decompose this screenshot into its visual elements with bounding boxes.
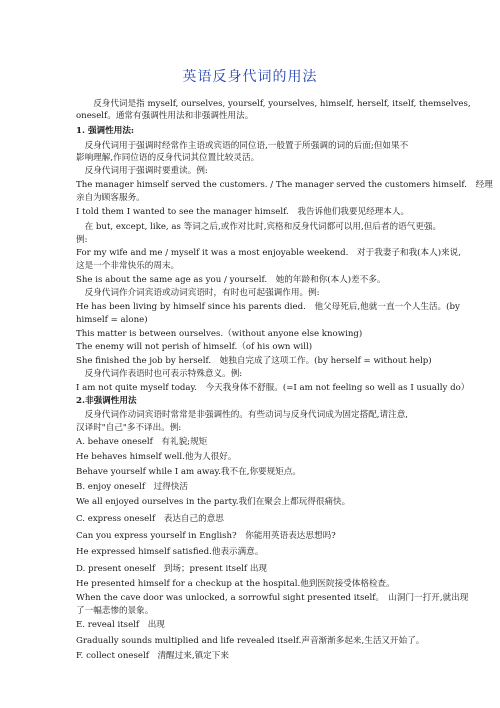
text-line: She is about the same age as you / yourself. 她的年龄和你(本人)差不多。 <box>76 275 386 285</box>
text-line: C. express oneself 表达自己的意思 <box>76 514 224 524</box>
text-line: himself = alone) <box>76 315 148 325</box>
text-line: When the cave door was unlocked, a sorrowful sight presented itself。 山洞门一打开,就出现 <box>76 593 469 603</box>
text-line: 在 but, except, like, as 等词之后,或作对比时,宾格和反身代词都可以用,但后者的语气更强。 <box>76 222 442 232</box>
text-line: 了一幅悲惨的景象。 <box>76 606 154 616</box>
text-line: B. enjoy oneself 过得快活 <box>76 482 189 492</box>
text-line: 汉译时"自己"多不译出。例: <box>76 423 182 433</box>
text-line: Gradually sounds multiplied and life revealed itself.声音渐渐多起来,生活又开始了。 <box>76 636 425 646</box>
text-line: I told them I wanted to see the manager himself. 我告诉他们我要见经理本人。 <box>76 207 410 217</box>
text-line: The manager himself served the customers. / The manager served the customers himself. 经理 <box>76 180 493 190</box>
text-line: He presented himself for a checkup at the hospital.他到医院接受体格检查。 <box>76 579 395 589</box>
text-line: This matter is between ourselves.（without anyone else knowing) <box>76 329 363 339</box>
text-line: E. reveal itself 出现 <box>76 620 165 630</box>
section-heading: 2.非强调性用法 <box>76 396 137 406</box>
text-line: For my wife and me / myself it was a most enjoyable weekend. 对于我妻子和我(本人)来说, <box>76 248 461 258</box>
text-line: He expressed himself satisfied.他表示满意。 <box>76 547 264 557</box>
text-line: Behave yourself while I am away.我不在,你要规矩点。 <box>76 467 302 477</box>
text-line: 反身代词用于强调时经常作主语或宾语的同位语,一般置于所强调的词的后面;但如果不 <box>76 141 409 151</box>
text-line: He has been living by himself since his parents died. 他父母死后,他就一直一个人生活。(by <box>76 302 460 312</box>
text-line: We all enjoyed ourselves in the party.我们在聚会上都玩得很痛快。 <box>76 497 351 507</box>
document-title: 英语反身代词的用法 <box>182 69 318 85</box>
text-line: F. collect oneself 清醒过来,镇定下来 <box>76 651 229 661</box>
text-line: D. present oneself 到场；present itself 出现 <box>76 564 268 574</box>
section-heading: 1. 强调性用法: <box>76 126 135 136</box>
text-line: 反身代词作表语时也可表示特殊意义。例: <box>76 369 243 379</box>
text-line: 反身代词用于强调时要重读。例: <box>76 166 208 176</box>
text-line: 反身代词是指 myself, ourselves, yourself, yourselves, himself, herself, itself, themselves, <box>76 99 471 109</box>
text-line: 亲自为顾客服务。 <box>76 193 145 203</box>
text-line: Can you express yourself in English? 你能用英语表达思想吗? <box>76 531 336 541</box>
text-line: 这是一个非常快乐的周末。 <box>76 261 180 271</box>
text-line: 例: <box>76 235 88 245</box>
text-line: I am not quite myself today. 今天我身体不舒服。(=I am not feeling so well as I usually do） <box>76 383 470 393</box>
text-line: He behaves himself well.他为人很好。 <box>76 452 237 462</box>
text-line: 影响理解,作同位语的反身代词其位置比较灵活。 <box>76 153 260 163</box>
text-line: She finished the job by herself. 她独自完成了这项工作。(by herself = without help) <box>76 356 432 366</box>
text-line: 反身代词作介词宾语或动词宾语时，有时也可起强调作用。例: <box>76 288 320 298</box>
text-line: The enemy will not perish of himself.（of his own will) <box>76 342 313 352</box>
text-line: A. behave oneself 有礼貌;规矩 <box>76 437 208 447</box>
text-line: oneself。通常有强调性用法和非强调性用法。 <box>76 111 254 121</box>
text-line: 反身代词作动词宾语时常常是非强调性的。有些动词与反身代词成为固定搭配,请注意, <box>76 410 409 420</box>
